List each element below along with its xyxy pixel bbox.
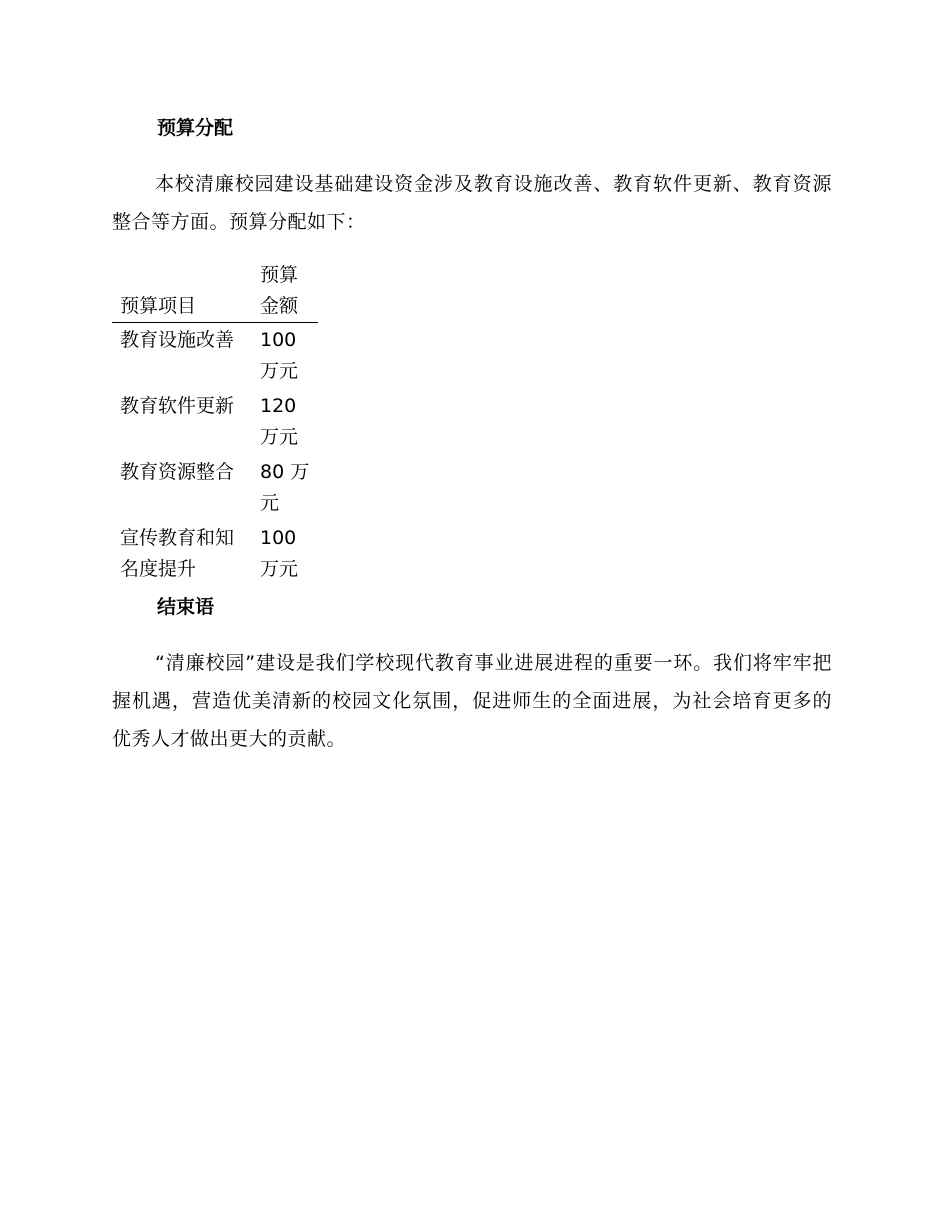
section-heading-conclusion: 结束语 bbox=[157, 596, 215, 618]
cell-item: 教育软件更新 bbox=[120, 395, 235, 417]
table-row bbox=[112, 323, 318, 390]
column-header-item: 预算项目 bbox=[112, 256, 252, 323]
budget-table bbox=[112, 256, 318, 587]
cell-amount: 80 万元 bbox=[260, 461, 310, 514]
section-heading-budget: 预算分配 bbox=[157, 117, 234, 139]
table-header-row bbox=[112, 256, 318, 323]
cell-item: 宣传教育和知名度提升 bbox=[120, 527, 235, 580]
table-row bbox=[112, 521, 318, 587]
cell-item: 教育资源整合 bbox=[120, 461, 235, 483]
budget-intro-paragraph: 本校清廉校园建设基础建设资金涉及教育设施改善、教育软件更新、教育资源整合等方面。预算分配如下： bbox=[112, 173, 832, 233]
cell-item: 教育设施改善 bbox=[120, 329, 235, 351]
conclusion-paragraph: “清廉校园”建设是我们学校现代教育事业进展进程的重要一环。我们将牢牢把握机遇，营造优美清新的校园文化氛围，促进师生的全面进展，为社会培育更多的优秀人才做出更大的贡献。 bbox=[112, 652, 832, 750]
cell-amount: 100 万元 bbox=[260, 329, 299, 382]
table-row bbox=[112, 389, 318, 455]
table-row bbox=[112, 455, 318, 521]
cell-amount: 120 万元 bbox=[260, 395, 299, 448]
column-header-amount: 预算金额 bbox=[252, 256, 318, 323]
cell-amount: 100 万元 bbox=[260, 527, 299, 580]
document-page bbox=[112, 108, 832, 758]
